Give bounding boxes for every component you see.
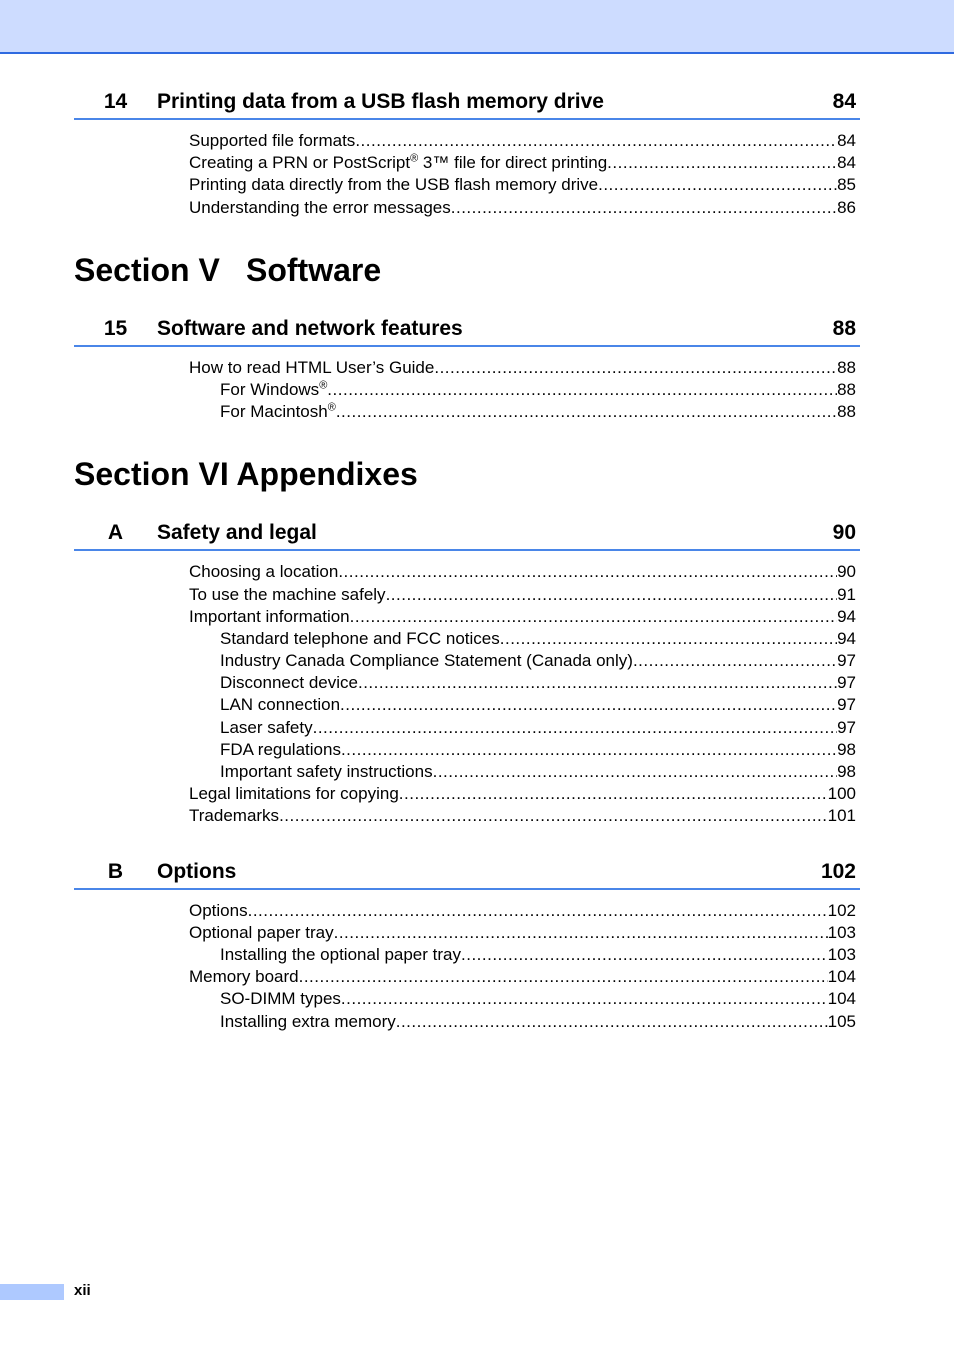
entry-title: Creating a PRN or PostScript® 3™ file for direct printing [189,152,608,173]
dot-leader [399,783,828,805]
entry-page: 88 [837,379,856,399]
toc-entry[interactable] [74,761,860,783]
dot-leader [334,922,828,944]
chapter-a [74,519,860,827]
chapter-b [74,858,860,1033]
toc-entry[interactable] [74,379,860,401]
toc-entry[interactable] [74,783,860,805]
entry-page: 104 [827,967,856,987]
entry-title: Optional paper tray [189,922,334,942]
chapter-14 [74,88,860,219]
section-number: Section V [74,251,220,288]
entry-page: 84 [837,153,856,173]
entry-list [74,900,860,1033]
dot-leader [598,174,837,196]
dot-leader [313,717,837,739]
chapter-page[interactable]: 88 [832,316,856,340]
chapter-page[interactable]: 102 [820,859,856,883]
table-of-contents [74,88,860,1033]
registered-mark: ® [319,379,328,392]
dot-leader [341,739,837,761]
entry-page: 85 [837,175,856,195]
entry-title: Standard telephone and FCC notices [220,628,500,648]
entry-page: 101 [827,806,856,826]
section-v-heading [74,251,860,289]
section-vi-heading [74,455,860,493]
toc-entry[interactable] [74,1011,860,1033]
toc-entry[interactable] [74,717,860,739]
entry-title: Understanding the error messages [189,197,451,217]
toc-entry[interactable] [74,401,860,423]
entry-page: 84 [837,131,856,150]
chapter-number: 15 [103,316,128,340]
chapter-page[interactable]: 84 [832,90,856,113]
entry-title: Trademarks [189,806,280,826]
toc-entry[interactable] [74,966,860,988]
toc-entry[interactable] [74,561,860,583]
entry-title: Important safety instructions [220,762,433,781]
toc-entry[interactable] [74,988,860,1010]
entry-page: 103 [827,922,856,942]
entry-title: Installing the optional paper tray [220,944,461,964]
dot-leader [607,152,837,174]
entry-title: Installing extra memory [220,1011,396,1031]
dot-leader [451,197,837,219]
entry-page: 94 [837,628,856,648]
entry-page: 98 [837,739,856,759]
entry-title: Disconnect device [220,673,358,693]
toc-entry[interactable] [74,606,860,628]
toc-entry[interactable] [74,922,860,944]
entry-page: 94 [837,606,856,626]
chapter-title[interactable]: Printing data from a USB flash memory drive [157,90,604,113]
dot-leader [633,650,837,672]
toc-entry[interactable] [74,584,860,606]
chapter-15 [74,315,860,424]
entry-title: Important information [189,606,350,626]
entry-page: 88 [837,402,856,422]
chapter-header [74,519,860,551]
dot-leader [386,584,838,606]
entry-list [74,130,860,219]
toc-entry[interactable] [74,900,860,922]
chapter-title[interactable]: Options [157,859,237,883]
chapter-header [74,858,860,890]
entry-title: Legal limitations for copying [189,784,399,804]
entry-title: Supported file formats [189,131,356,150]
section-title: Software [246,251,382,288]
page-header-band [0,0,954,54]
toc-entry[interactable] [74,357,860,379]
entry-page: 86 [837,197,856,217]
entry-page: 90 [837,562,856,582]
toc-entry[interactable] [74,694,860,716]
entry-page: 97 [837,651,856,671]
dot-leader [355,130,837,152]
entry-title: How to read HTML User’s Guide [189,357,435,377]
entry-list [74,357,860,424]
dot-leader [433,761,837,783]
entry-page: 103 [827,944,856,964]
toc-entry[interactable] [74,197,860,219]
entry-title: Choosing a location [189,562,339,582]
dot-leader [341,988,828,1010]
chapter-header [74,88,860,120]
dot-leader [340,694,837,716]
page-number: xii [74,1282,91,1299]
registered-mark: ® [410,152,419,165]
toc-entry[interactable] [74,805,860,827]
dot-leader [338,561,837,583]
entry-title: Laser safety [220,717,313,737]
entry-page: 105 [827,1011,856,1031]
chapter-number: B [107,859,124,883]
footer-band [0,1284,64,1300]
entry-page: 97 [837,717,856,737]
entry-page: 102 [827,900,856,920]
entry-page: 97 [837,695,856,715]
chapter-header [74,315,860,347]
dot-leader [248,900,828,922]
entry-page: 97 [837,673,856,693]
entry-list [74,561,860,827]
chapter-number: A [107,521,124,545]
dot-leader [279,805,828,827]
registered-mark: ® [327,401,336,414]
toc-entry[interactable] [74,650,860,672]
chapter-title[interactable]: Software and network features [157,316,463,340]
chapter-title[interactable]: Safety and legal [157,521,317,545]
entry-title: Options [189,900,248,920]
section-title: Section VI Appendixes [74,456,418,493]
entry-title: LAN connection [220,695,341,715]
entry-title: Industry Canada Compliance Statement (Canada only) [220,651,633,671]
entry-page: 91 [837,584,856,604]
chapter-page[interactable]: 90 [832,521,856,545]
entry-title: Memory board [189,967,299,987]
entry-title: FDA regulations [220,739,341,759]
dot-leader [396,1011,828,1033]
dot-leader [327,379,837,401]
entry-title: To use the machine safely [189,584,386,604]
entry-page: 104 [827,989,856,1009]
entry-title: For Macintosh® [220,401,336,422]
toc-entry[interactable] [74,628,860,650]
toc-entry[interactable] [74,672,860,694]
toc-entry[interactable] [74,130,860,152]
dot-leader [358,672,837,694]
chapter-number: 14 [103,90,128,113]
dot-leader [461,944,828,966]
dot-leader [336,401,837,423]
dot-leader [500,628,837,650]
entry-page: 100 [827,784,856,804]
entry-title: SO-DIMM types [220,989,341,1009]
entry-title: For Windows® [220,379,328,399]
entry-title: Printing data directly from the USB flash memory drive [189,175,599,195]
toc-entry[interactable] [74,739,860,761]
dot-leader [350,606,837,628]
dot-leader [299,966,828,988]
entry-page: 88 [837,357,856,377]
toc-entry[interactable] [74,152,860,174]
entry-page: 98 [837,762,856,781]
toc-entry[interactable] [74,174,860,196]
toc-entry[interactable] [74,944,860,966]
dot-leader [434,357,837,379]
